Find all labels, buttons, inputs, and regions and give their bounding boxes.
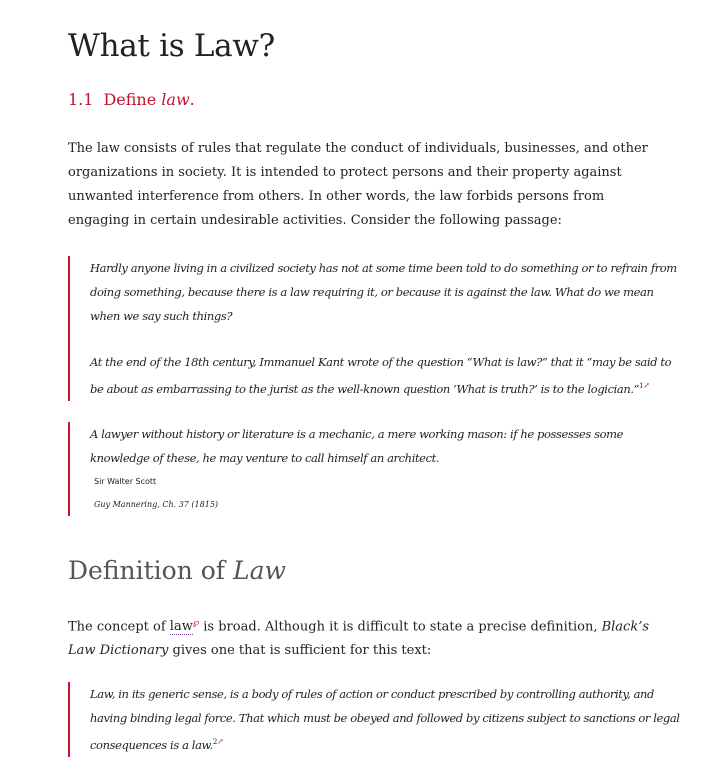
blockquote-kant [68,256,684,401]
definition-text-3: gives one that is sufficient for this text: [172,643,432,659]
epigraph-source: Guy Mannering, Ch. 37 (1815) [94,500,219,509]
glossary-link-icon[interactable]: ℘ [192,618,200,628]
glossary-link-law[interactable]: law [169,619,193,635]
definition-heading-prefix: Definition of [68,556,226,585]
page-title: What is Law? [68,28,275,64]
blacks-definition-body: Law, in its generic sense, is a body of rules of action or conduct prescribed by controlling authority, and having binding legal force. That which must be obeyed and followed by citizens subject to sanctions or legal consequences is a law. [90,687,680,752]
epigraph-text: A lawyer without history or literature is a mechanic, a mere working mason: if he possesses some knowledge of these, he may venture to call himself an architect. [90,427,624,465]
section-label-prefix: Define [103,90,157,109]
footnote-link-icon: ↗ [216,737,224,746]
section-number: 1.1 [68,90,94,109]
section-label-suffix: . [189,90,195,109]
quote-paragraph-1: Hardly anyone living in a civilized society has not at some time been told to do something or to refrain from doing something, because there is a law requiring it, or because it is against the law. What do we mean when we say such things? [90,261,677,323]
epigraph-scott [68,422,684,516]
definition-heading-em: Law [233,556,286,585]
definition-text-1: The concept of [68,619,166,635]
definition-heading [68,556,286,585]
epigraph-author: Sir Walter Scott [94,477,157,486]
intro-paragraph: The law consists of rules that regulate the conduct of individuals, businesses, and other organizations in society. It is intended to protect persons and their property against unwanted interference from others. In other words, the law forbids persons from engaging in certain undesirable activities. Consider the following passage: [68,141,648,228]
footnote-link-icon: ↗ [643,381,650,390]
section-heading [68,90,195,109]
section-label-em: law [161,90,190,109]
definition-paragraph [68,611,668,663]
book-title: Black’s Law Dictionary [68,619,650,659]
blockquote-blacks [68,682,684,757]
quote-paragraph-2 [90,350,684,401]
footnote-ref-1[interactable]: 1↗ [639,381,650,390]
definition-text-2: is broad. Although it is difficult to state a precise definition, [203,619,598,635]
quote-paragraph-2-text: At the end of the 18th century, Immanuel Kant wrote of the question “What is law?” that it “may be said to be about as embarrassing to the jurist as the well-known question ‘What is truth?’ is to the logician.” [90,355,672,396]
footnote-ref-2[interactable]: 2↗ [212,737,224,746]
blacks-definition-text [90,682,684,757]
